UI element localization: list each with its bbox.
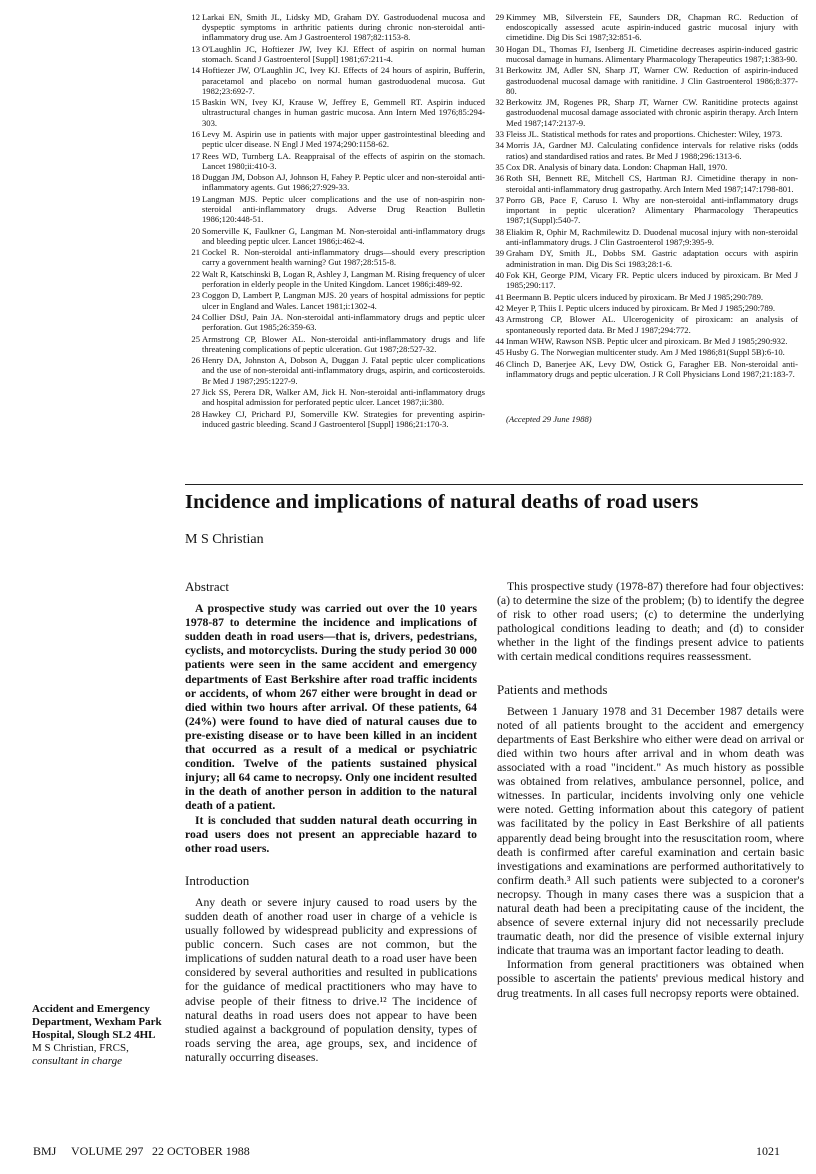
reference-text: Coggon D, Lambert P, Langman MJS. 20 years of hospital admissions for peptic ulcer in England and Wales. Lancet 1981;i:1302-4.: [202, 290, 485, 311]
reference-item: [190, 355, 485, 386]
reference-number: 46: [495, 358, 504, 369]
reference-text: Clinch D, Banerjee AK, Levy DW, Ostick G, Faragher EB. Non-steroidal anti-inflammatory drugs and peptic ulceration. J R Coll Physicians Lond 1987;21:183-7.: [506, 358, 798, 379]
reference-number: 19: [191, 193, 200, 204]
reference-item: [494, 292, 798, 302]
affiliation-department: Accident and Emergency Department, Wexham Park Hospital, Slough SL2 4HL: [32, 1003, 162, 1041]
reference-text: Inman WHW, Rawson NSB. Peptic ulcer and piroxicam. Br Med J 1985;290:932.: [506, 335, 788, 346]
reference-item: [494, 227, 798, 247]
reference-text: Langman MJS. Peptic ulcer complications and the use of non-aspirin non-steroidal anti-inflammatory drugs. Adverse Drug Reaction Bulletin 1986;120:448-51.: [202, 193, 485, 225]
references-left-column: [190, 12, 485, 430]
methods-paragraph-1: Between 1 January 1978 and 31 December 1987 details were noted of all patients brought to the accident and emergency departments of East Berkshire who either were dead on arrival or died within two hours after arrival and in whom death was associated with a road "incident." As much history as possible was obtained from relatives, ambulance personnel, police, and witnesses. In particular, incidents involving only one vehicle were noted. Getting information about this category of patient was facilitated by the policy in East Berkshire of all patients apparently dead being brought into the resuscitation room, where death is confirmed after careful examination and certain basic investigations and examinations are performed authoritatively to confirm death.³ All such patients were subjected to a coroner's necropsy. Though in many cases there was a suspicion that a natural death had been a precipitating cause of the incident, the absence of severe external injury did not necessarily preclude traumatic death, nor did the presence of visible external injury indicate that trauma was an important factor leading to death.: [497, 704, 804, 958]
accepted-date: (Accepted 29 June 1988): [506, 414, 592, 424]
reference-item: [190, 172, 485, 192]
reference-item: [494, 347, 798, 357]
abstract-heading: Abstract: [185, 579, 230, 594]
reference-text: Berkowitz JM, Rogenes PR, Sharp JT, Warner CW. Ranitidine protects against gastroduodenal mucosal damage associated with chronic aspirin therapy. Arch Intern Med 1987;147:2137-9.: [506, 97, 798, 128]
reference-item: [494, 44, 798, 64]
reference-number: 28: [191, 408, 200, 419]
reference-item: [494, 270, 798, 290]
reference-text: Henry DA, Johnston A, Dobson A, Duggan J. Fatal peptic ulcer complications and the use of non-steroidal anti-inflammatory drugs, aspirin, and corticosteroids. Br Med J 1987;295:1227-9.: [202, 355, 485, 386]
reference-number: 43: [495, 314, 504, 325]
reference-text: Hoftiezer JW, O'Laughlin JC, Ivey KJ. Effects of 24 hours of aspirin, Bufferin, paracetamol and placebo on normal human gastroduodenal mucosa. Gut 1982;23:692-7.: [202, 65, 485, 96]
reference-item: [494, 97, 798, 128]
reference-item: [494, 195, 798, 226]
reference-number: 16: [191, 128, 200, 139]
reference-text: Graham DY, Smith JL, Dobbs SM. Gastric adaptation occurs with aspirin administration in man. Dig Dis Sci 1983;28:1-6.: [506, 248, 798, 269]
reference-item: [190, 97, 485, 128]
reference-text: Meyer P, Thiis I. Peptic ulcers induced by piroxicam. Br Med J 1985;290:789.: [506, 302, 776, 313]
reference-text: Rees WD, Turnberg LA. Reappraisal of the effects of aspirin on the stomach. Lancet 1980;ii:410-3.: [202, 150, 485, 171]
reference-number: 14: [191, 65, 200, 76]
reference-item: [190, 226, 485, 246]
reference-item: [494, 140, 798, 160]
reference-text: Walt R, Katschinski B, Logan R, Ashley J, Langman M. Rising frequency of ulcer perforation in elderly people in the United Kingdom. Lancet 1986;i:489-92.: [202, 268, 485, 289]
reference-text: Cox DR. Analysis of binary data. London: Chapman Hall, 1970.: [506, 161, 728, 172]
reference-item: [190, 409, 485, 429]
reference-number: 42: [495, 302, 504, 313]
reference-text: Fok KH, George PJM, Vicary FR. Peptic ulcers induced by piroxicam. Br Med J 1985;290:117.: [506, 269, 798, 291]
reference-number: 15: [191, 97, 200, 108]
reference-number: 32: [495, 97, 504, 108]
reference-item: [190, 334, 485, 354]
reference-text: O'Laughlin JC, Hoftiezer JW, Ivey KJ. Effect of aspirin on normal human stomach. Scand J Gastroenterol [Suppl] 1981;67:211-4.: [202, 43, 485, 64]
reference-number: 38: [495, 226, 504, 237]
reference-item: [190, 269, 485, 289]
reference-text: Hawkey CJ, Prichard PJ, Somerville KW. Strategies for preventing aspirin-induced gastric bleeding. Scand J Gastroenterol [Suppl] 1986;21:170-3.: [202, 408, 485, 429]
reference-text: Levy M. Aspirin use in patients with major upper gastrointestinal bleeding and peptic ulcer disease. N Engl J Med 1974;290:1158-62.: [202, 128, 485, 150]
reference-text: Jick SS, Perera DR, Walker AM, Jick H. Non-steroidal anti-inflammatory drugs and hospital admission for perforated peptic ulcer. Lancet 1987;ii:380.: [202, 386, 485, 408]
reference-number: 23: [191, 290, 200, 301]
reference-item: [494, 303, 798, 313]
reference-text: Armstrong CP, Blower AL. Non-steroidal anti-inflammatory drugs and life threatening complications of peptic ulceration. Gut 1987;28:527-32.: [202, 333, 485, 354]
reference-number: 44: [495, 335, 504, 346]
reference-item: [494, 12, 798, 43]
reference-item: [494, 314, 798, 334]
reference-number: 39: [495, 248, 504, 259]
reference-text: Somerville K, Faulkner G, Langman M. Non-steroidal anti-inflammatory drugs and bleeding peptic ulcer. Lancet 1986;i:462-4.: [202, 225, 485, 246]
column-right: [497, 580, 804, 1001]
reference-item: [190, 65, 485, 96]
reference-item: [190, 151, 485, 171]
reference-item: [190, 312, 485, 332]
reference-item: [494, 336, 798, 346]
reference-number: 36: [495, 173, 504, 184]
reference-item: [494, 65, 798, 96]
footer-date: 22 OCTOBER 1988: [152, 1144, 250, 1158]
reference-text: Cockel R. Non-steroidal anti-inflammatory drugs—should every prescription carry a government health warning? Gut 1987;28:515-8.: [202, 247, 485, 268]
reference-text: Hogan DL, Thomas FJ, Isenberg JI. Cimetidine decreases aspirin-induced gastric mucosal damage in humans. Alimentary Pharmacology Therapeutics 1987;1:383-90.: [506, 43, 798, 64]
reference-number: 24: [191, 311, 200, 322]
reference-number: 17: [191, 150, 200, 161]
reference-item: [190, 129, 485, 149]
reference-number: 45: [495, 347, 504, 358]
reference-text: Armstrong CP, Blower AL. Ulcerogenicity of piroxicam: an analysis of spontaneously reported data. Br Med J 1987;294:772.: [506, 314, 798, 335]
introduction-heading: Introduction: [185, 872, 250, 888]
reference-text: Collier DStJ, Pain JA. Non-steroidal anti-inflammatory drugs and peptic ulcer perforation. Gut 1985;26:359-63.: [202, 311, 485, 333]
reference-item: [494, 359, 798, 379]
reference-text: Husby G. The Norwegian multicenter study. Am J Med 1986;81(Suppl 5B):6-10.: [506, 347, 785, 358]
reference-number: 35: [495, 161, 504, 172]
reference-number: 30: [495, 43, 504, 54]
reference-text: Beermann B. Peptic ulcers induced by piroxicam. Br Med J 1985;290:789.: [506, 291, 764, 302]
reference-number: 33: [495, 128, 504, 139]
affiliation-author-role: consultant in charge: [32, 1055, 123, 1067]
reference-number: 25: [191, 333, 200, 344]
reference-text: Berkowitz JM, Adler SN, Sharp JT, Warner CW. Reduction of aspirin-induced gastroduodenal mucosal damage with ranitidine. J Clin Gastroenterol 1986;8:377-80.: [506, 65, 798, 96]
reference-text: Eliakim R, Ophir M, Rachmilewitz D. Duodenal mucosal injury with non-steroidal anti-inflammatory drugs. J Clin Gastroenterol 1987;9:395-9.: [506, 226, 798, 247]
reference-text: Baskin WN, Ivey KJ, Krause W, Jeffrey E, Gemmell RT. Aspirin induced ultrastructural changes in human gastric mucosa. Ann Intern Med 1976;85:294-303.: [202, 97, 485, 128]
reference-item: [190, 247, 485, 267]
reference-number: 37: [495, 194, 504, 205]
abstract-paragraph-2: It is concluded that sudden natural death occurring in road users does not present an appreciable hazard to other road users.: [185, 813, 477, 855]
reference-number: 12: [191, 12, 200, 22]
reference-number: 40: [495, 269, 504, 280]
methods-heading: Patients and methods: [497, 681, 608, 697]
reference-item: [494, 129, 798, 139]
abstract: [185, 602, 477, 856]
reference-number: 34: [495, 140, 504, 151]
reference-number: 21: [191, 247, 200, 258]
reference-item: [494, 162, 798, 172]
author-affiliation: [32, 1003, 182, 1068]
reference-number: 20: [191, 225, 200, 236]
affiliation-author-name: M S Christian, FRCS,: [32, 1042, 129, 1054]
methods-paragraph-2: Information from general practitioners was obtained when possible to ascertain the patients' previous medical history and drug treatments. In all cases full necropsy reports were obtained.: [497, 958, 804, 1000]
reference-item: [190, 290, 485, 310]
reference-number: 18: [191, 172, 200, 183]
footer-volume: VOLUME 297: [71, 1144, 144, 1158]
references-right-column: [494, 12, 798, 380]
section-divider: [185, 484, 803, 485]
article-author: M S Christian: [185, 532, 264, 547]
reference-number: 29: [495, 12, 504, 22]
reference-number: 31: [495, 65, 504, 76]
reference-text: Duggan JM, Dobson AJ, Johnson H, Fahey P. Peptic ulcer and non-steroidal anti-inflammatory agents. Gut 1986;27:929-33.: [202, 172, 485, 193]
reference-item: [190, 194, 485, 225]
reference-text: Roth SH, Bennett RE, Mitchell CS, Hartman RJ. Cimetidine therapy in non-steroidal anti-inflammatory drug gastropathy. Arch Intern Med 1987;147:1798-801.: [506, 173, 798, 194]
reference-item: [190, 387, 485, 407]
reference-number: 26: [191, 355, 200, 366]
footer-journal: BMJ: [33, 1144, 57, 1158]
objectives-paragraph: This prospective study (1978-87) therefore had four objectives: (a) to determine the size of the problem; (b) to identify the degree of risk to other road users; (c) to determine the underlying pathological conditions leading to death; and (d) to consider whether in the light of the findings present advice to patients with certain medical conditions requires reassessment.: [497, 580, 805, 664]
reference-text: Porro GB, Pace F, Caruso I. Why are non-steroidal anti-inflammatory drugs important in peptic ulceration? Alimentary Pharmacology Therapeutics 1987;1(Suppl):540-7.: [506, 194, 798, 226]
reference-text: Morris JA, Gardner MJ. Calculating confidence intervals for relative risks (odds ratios) and standardised ratios and rates. Br Med J 1988;296:1313-6.: [506, 140, 798, 161]
reference-item: [494, 173, 798, 193]
reference-number: 22: [191, 268, 200, 279]
reference-text: Larkai EN, Smith JL, Lidsky MD, Graham DY. Gastroduodenal mucosa and dyspeptic symptoms in arthritic patients during chronic non-steroidal anti-inflammatory drug use. Am J Gastroenterol 1987;82:1153-8.: [202, 12, 485, 43]
reference-number: 13: [191, 43, 200, 54]
column-left: [185, 580, 477, 1065]
reference-number: 41: [495, 291, 504, 302]
reference-item: [190, 12, 485, 43]
reference-text: Kimmey MB, Silverstein FE, Saunders DR, Chapman RC. Reduction of endoscopically assessed acute aspirin-induced gastric mucosal injury with cimetidine. Dig Dis Sci 1987;32:851-6.: [506, 12, 798, 43]
footer-page-number: 1021: [756, 1144, 780, 1158]
reference-text: Fleiss JL. Statistical methods for rates and proportions. Chichester: Wiley, 1973.: [506, 128, 783, 139]
reference-item: [190, 44, 485, 64]
article-title: Incidence and implications of natural deaths of road users: [185, 491, 699, 513]
reference-item: [494, 248, 798, 268]
reference-number: 27: [191, 386, 200, 397]
introduction-paragraph-1: Any death or severe injury caused to road users by the sudden death of another road user in charge of a vehicle is usually followed by widespread publicity and expressions of public concern. Such cases are not common, but the implications of sudden natural death to a road user have been considered by several authorities and resulted in publications for the guidance of medical practitioners who may have to advise people of their fitness to drive.¹² The incidence of natural deaths in road users does not appear to have been studied against a background of population density, types of roads serving the area, age groups, sex, and incidence of naturally occurring diseases.: [185, 895, 477, 1064]
abstract-paragraph-1: A prospective study was carried out over the 10 years 1978-87 to determine the incidence and implications of sudden death in road users—that is, drivers, pedestrians, cyclists, and motorcyclists. During the study period 30 000 patients were seen in the same accident and emergency departments of East Berkshire after road traffic incidents or accidents, of whom 267 either were brought in dead or died within two hours after arrival. Of these patients, 64 (24%) were found to have died of natural causes due to pre-existing disease or to have been killed in an incident that occurred as a result of a medical or psychiatric condition. Twelve of the patients sustained physical injury; all 64 came to necropsy. Only one incident resulted in the death of another person in addition to the natural death of a patient.: [185, 602, 477, 813]
